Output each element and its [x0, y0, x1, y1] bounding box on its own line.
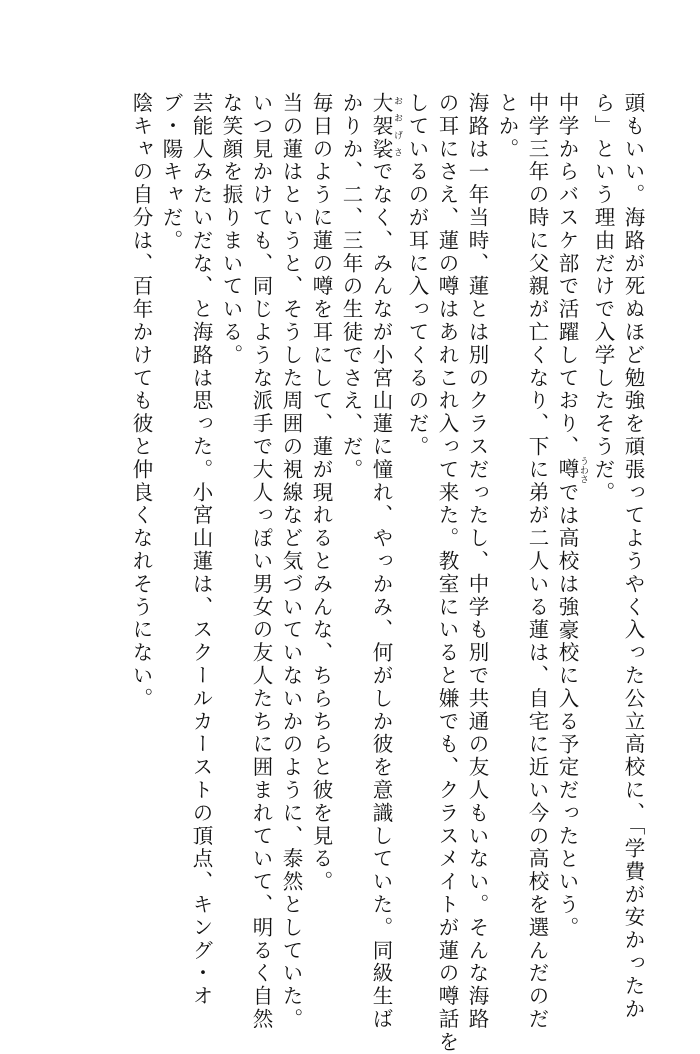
text-line [306, 92, 336, 972]
text-segment: 海路は一年当時、蓮とは別のクラスだったし、中学も別で共通の友人もいない。そんな海路 [465, 92, 489, 1031]
text-segment: 中学からバスケ部で活躍しており、 [555, 92, 579, 459]
vertical-text-body [38, 92, 648, 1054]
text-line [522, 92, 552, 1031]
ruby-reading: うわさ [578, 456, 588, 484]
ruby-reading: おおげさ [392, 92, 402, 161]
text-segment: しているのが耳に入ってくるのだ。 [405, 92, 429, 459]
text-segment: とか。 [495, 92, 519, 161]
text-line [156, 92, 186, 972]
text-line [462, 92, 492, 1031]
text-segment: 芸能人みたいだな、と海路は思った。小宮山蓮は、スクールカーストの頂点、キング・オ [189, 92, 213, 1008]
text-segment: 当の蓮はというと、そうした周囲の視線など気づいていないかのように、泰然としていた。 [279, 92, 303, 1031]
text-line [492, 92, 522, 972]
text-segment: かりか、二、三年の生徒でさえ、だ。 [339, 92, 363, 482]
text-line [186, 92, 216, 1008]
text-line [276, 92, 306, 1031]
text-line [588, 92, 618, 972]
text-segment: でなく、みんなが小宮山蓮に憧れ、やっかみ、何がしか彼を意識していた。同級生ば [369, 160, 393, 1031]
text-segment: 中学三年の時に父親が亡くなり、下に弟が二人いる蓮は、自宅に近い今の高校を選んだのだ [525, 92, 549, 1031]
ruby-word [369, 92, 402, 161]
text-line [126, 92, 156, 972]
ruby-word [555, 456, 588, 484]
text-line [432, 92, 462, 1054]
ruby-base: 大袈裟 [369, 92, 393, 161]
text-segment: いつ見かけても、同じような派手で大人っぽい男女の友人たちに囲まれていて、明るく自然 [249, 92, 273, 1031]
text-line [246, 92, 276, 1031]
text-line [618, 92, 648, 1021]
text-segment: な笑顔を振りまいている。 [219, 92, 243, 367]
text-segment: ブ・陽キャだ。 [159, 92, 183, 253]
text-segment: の耳にさえ、蓮の噂はあれこれ入って来た。教室にいると嫌でも、クラスメイトが蓮の噂話を [435, 92, 459, 1054]
text-segment: 陰キャの自分は、百年かけても彼と仲良くなれそうにない。 [129, 92, 153, 711]
text-line [336, 92, 366, 972]
text-line [402, 92, 432, 972]
text-segment: 頭もいい。海路が死ぬほど勉強を頑張ってようやく入った公立高校に、「学費が安かったか [621, 92, 645, 1021]
text-line [216, 92, 246, 972]
ruby-base: 噂 [555, 456, 579, 484]
text-segment: ら」という理由だけで入学したそうだ。 [591, 92, 615, 505]
text-line [366, 92, 402, 1031]
text-segment: では高校は強豪校に入る予定だったという。 [555, 481, 579, 940]
text-segment: 毎日のように蓮の噂を耳にして、蓮が現れるとみんな、ちらちらと彼を見る。 [309, 92, 333, 894]
text-line [552, 92, 588, 972]
